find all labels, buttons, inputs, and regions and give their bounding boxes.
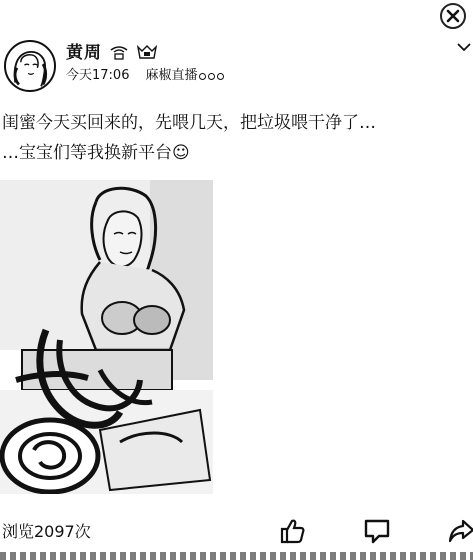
comment-button[interactable] [362, 516, 392, 546]
collapse-button[interactable] [456, 40, 472, 54]
post-text-line-2-content: …宝宝们等我换新平台 [2, 143, 172, 163]
thumbs-up-icon [278, 517, 306, 545]
post-source[interactable]: 麻椒直播 [145, 68, 198, 83]
post-meta [66, 67, 224, 85]
bottom-divider [0, 552, 473, 560]
post-text [2, 108, 470, 168]
post-text-line-2 [2, 138, 470, 168]
vip-badge-icon [108, 44, 130, 62]
level-badge-icon [136, 44, 158, 62]
chevron-down-icon [456, 40, 472, 54]
view-count: 浏览2097次 [2, 522, 91, 541]
post-time: 今天17:06 [66, 68, 130, 83]
comment-icon [363, 517, 391, 545]
source-decoration-icon [199, 73, 224, 80]
share-button[interactable] [446, 516, 473, 546]
post-text-line-1: 闺蜜今天买回来的，先喂几天，把垃圾喂干净了… [2, 113, 376, 133]
author-name[interactable]: 黄周 [66, 43, 102, 63]
share-icon [447, 517, 473, 545]
author-row [66, 42, 158, 64]
avatar[interactable] [4, 40, 56, 92]
close-icon [446, 9, 460, 23]
like-button[interactable] [277, 516, 307, 546]
post-photo[interactable] [0, 180, 213, 494]
close-button[interactable] [440, 3, 466, 29]
smile-emoji-icon: ☺ [172, 143, 190, 163]
